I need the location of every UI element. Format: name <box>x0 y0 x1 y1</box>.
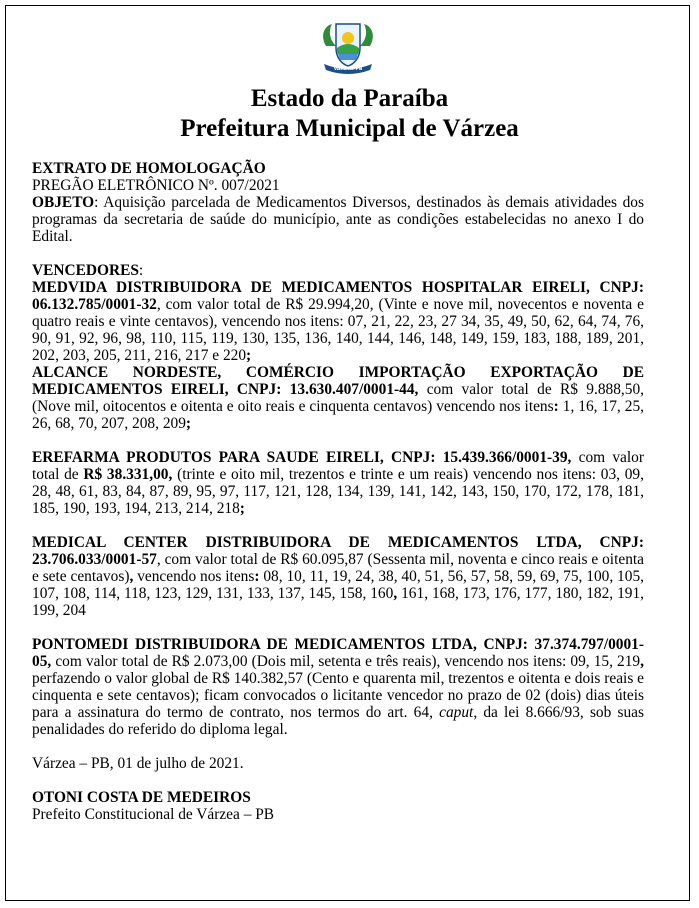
winner-3-value: R$ 38.331,00, <box>83 466 173 483</box>
winner-3-text: (trinte e oito mil, trezentos e trinte e um reais) vencendo nos itens: 03, 09, 28, 48, 61, 83, 84, 87, 89, 95, 97, 117, 121, 128, 134, 139, 141, 142, 143, 150, 170, 172, 178, 181, 185, 190, 193, 194, 213, 214, 218 <box>32 466 644 517</box>
winner-5 <box>32 636 644 738</box>
winner-4 <box>32 534 644 619</box>
winner-1-text: , com valor total de R$ 29.994,20, (Vinte e nove mil, novecentos e noventa e quatro reais e vinte centavos), vencendo nos itens: 07, 21, 22, 23, 27 34, 35, 49, 50, 62, 64, 74, 76, 90, 91, 92, 96, 98, 110, 115, 119, 130, 135, 136, 140, 144, 146, 148, 149, 159, 183, 188, 189, 201, 202, 203, 205, 211, 216, 217 e 220 <box>32 296 644 364</box>
winner-4-text2: vencendo nos itens <box>133 568 255 585</box>
signer-name: OTONI COSTA DE MEDEIROS <box>32 789 251 806</box>
winner-2 <box>32 364 644 432</box>
winner-1-name: MEDVIDA DISTRIBUIDORA DE MEDICAMENTOS HOSPITALAR EIRELI, CNPJ: 06.132.785/0001-32 <box>32 279 644 313</box>
winner-3 <box>32 449 644 517</box>
winner-3-name: EREFARMA PRODUTOS PARA SAUDE EIRELI, CNPJ: 15.439.366/0001-39, <box>32 449 572 466</box>
winner-4-comma2: , <box>393 585 398 602</box>
signer-role: Prefeito Constitucional de Várzea – PB <box>32 806 275 823</box>
vencedores-heading <box>32 262 644 279</box>
winner-4-colon: : <box>254 568 260 585</box>
header-state: Estado da Paraíba <box>250 85 449 112</box>
header-prefecture: Prefeitura Municipal de Várzea <box>180 115 519 142</box>
crest-label: VÁRZEA-PB <box>333 67 363 72</box>
winner-2-text: com valor total de R$ 9.888,50, (Nove mil, oitocentos e oitenta e oito reais e cinquenta centavos) vencendo nos itens <box>32 381 644 415</box>
winner-5-text2: perfazendo o valor global de R$ 140.382,57 (Cento e quarenta mil, trezentos e oitenta e dois reais e cinquenta e sete centavos); ficam convocados o licitante vencedor no prazo de 02 (dois) dias úteis para a assinatura do termo de contrato, nos termos do art. 64, <box>32 670 645 721</box>
winner-4-items: 08, 10, 11, 19, 24, 38, 40, 51, 56, 57, 58, 59, 69, 75, 100, 105, 107, 108, 114, 118, 123, 129, 131, 133, 137, 145, 158, 160 <box>32 568 644 602</box>
winner-5-name: PONTOMEDI DISTRIBUIDORA DE MEDICAMENTOS LTDA, CNPJ: 37.374.797/0001-05, <box>32 636 644 670</box>
objeto-text: : Aquisição parcelada de Medicamentos Diversos, destinados às demais atividades dos programas da secretaria de saúde do município, ante as condições estabelecidas no anexo I do Edital. <box>32 194 644 245</box>
winner-4-comma: , <box>129 568 134 585</box>
winner-2-colon: : <box>553 398 559 415</box>
winner-5-text3: , da lei 8.666/93, sob suas penalidades do referido do diploma legal. <box>32 704 645 738</box>
winner-1-end: ; <box>246 347 252 364</box>
winner-4-items2: 161, 168, 173, 176, 177, 180, 182, 191, 199, 204 <box>32 585 645 619</box>
doc-date: Várzea – PB, 01 de julho de 2021. <box>32 755 244 772</box>
vencedores-label: VENCEDORES <box>32 262 139 279</box>
winner-2-end: ; <box>185 415 192 432</box>
doc-pregao: PREGÃO ELETRÔNICO Nº. 007/2021 <box>32 177 280 194</box>
winner-3-end: ; <box>239 500 245 517</box>
winner-5-comma: , <box>640 653 644 670</box>
winner-5-text: com valor total de R$ 2.073,00 (Dois mil, setenta e três reais), vencendo nos itens: 09, 15, 219 <box>51 653 641 670</box>
winner-5-italic: caput <box>439 704 474 721</box>
document-body <box>32 160 644 823</box>
document-header <box>0 84 699 144</box>
municipal-crest-icon <box>318 18 378 76</box>
winner-2-name: ALCANCE NORDESTE, COMÉRCIO IMPORTAÇÃO EXPORTAÇÃO DE MEDICAMENTOS EIRELI, CNPJ: 13.630.407/0001-44, <box>32 364 644 398</box>
doc-title: EXTRATO DE HOMOLOGAÇÃO <box>32 160 266 177</box>
winner-3-pre: com valor total de <box>32 449 644 483</box>
objeto-label: OBJETO <box>32 194 95 211</box>
vencedores-colon: : <box>138 262 144 279</box>
winner-2-items: 1, 16, 17, 25, 26, 68, 70, 207, 208, 209 <box>32 398 644 432</box>
doc-objeto <box>32 194 644 245</box>
winner-4-name: MEDICAL CENTER DISTRIBUIDORA DE MEDICAMENTOS LTDA, CNPJ: 23.706.033/0001-57 <box>32 534 644 568</box>
winner-1 <box>32 279 644 364</box>
winner-4-text: , com valor total de R$ 60.095,87 (Sessenta mil, noventa e cinco reais e oitenta e sete centavos) <box>32 551 644 585</box>
